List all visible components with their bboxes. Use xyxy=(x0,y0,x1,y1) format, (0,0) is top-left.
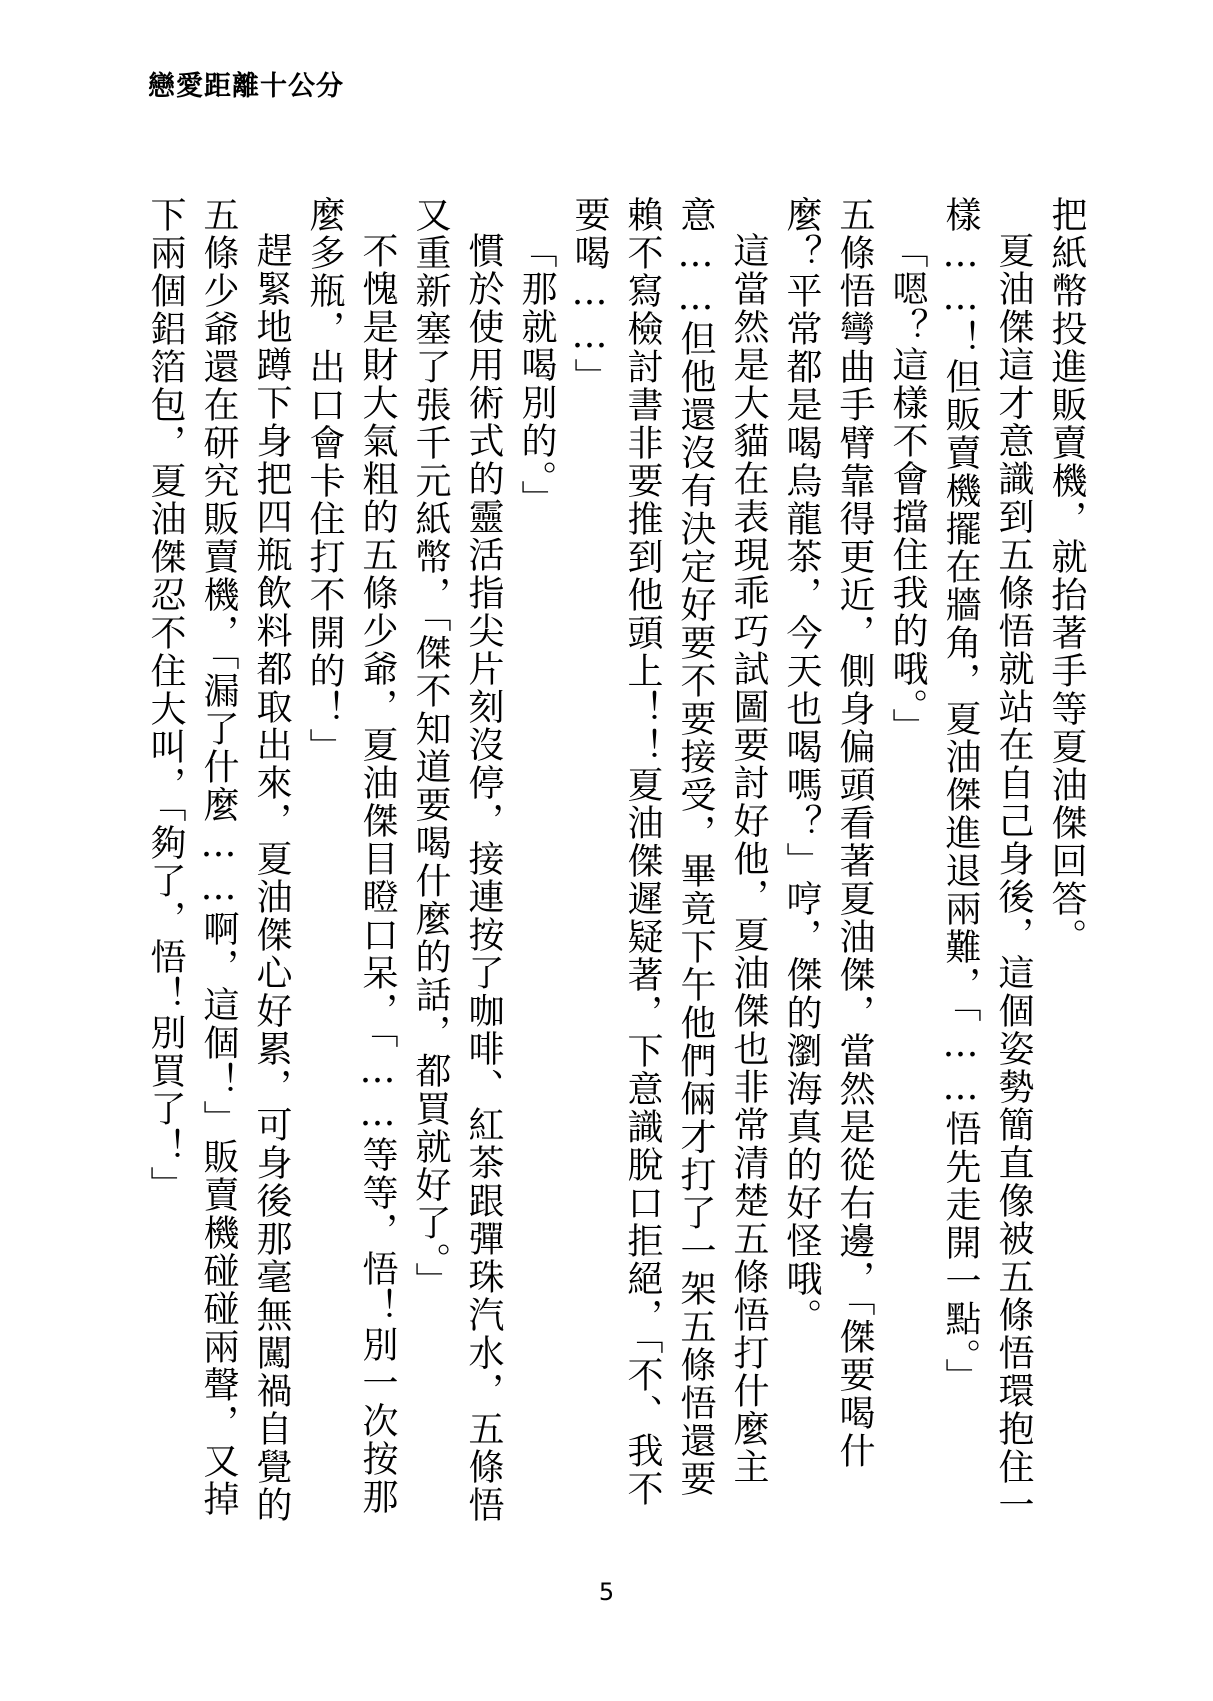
story-text-block xyxy=(139,196,1093,1526)
paragraph-3: 「嗯？這樣不會擋住我的哦。」 xyxy=(887,232,928,746)
paragraph-6: 「那就喝別的。」 xyxy=(516,232,557,518)
paragraph-9: 趕緊地蹲下身把四瓶飲料都取出來，夏油傑心好累，可身後那毫無闖禍自覺的五條少爺還在研究販賣機，「漏了什麼……啊，這個！」販賣機碰碰兩聲，又掉下兩個鋁箔包，夏油傑忍不住大叫，「夠了，悟！別買了！」 xyxy=(145,196,292,1524)
page-number: 5 xyxy=(598,1578,615,1606)
paragraph-7: 慣於使用術式的靈活指尖片刻沒停，接連按了咖啡、紅茶跟彈珠汽水，五條悟又重新塞了張千元紙幣，「傑不知道要喝什麼的話，都買就好了。」 xyxy=(410,196,504,1524)
paragraph-1: 把紙幣投進販賣機，就抬著手等夏油傑回答。 xyxy=(1046,196,1087,956)
paragraph-2: 夏油傑這才意識到五條悟就站在自己身後，這個姿勢簡直像被五條悟環抱住一樣……！但販賣機擺在牆角，夏油傑進退兩難，「……悟先走開一點。」 xyxy=(940,196,1034,1524)
paragraph-4: 五條悟彎曲手臂靠得更近，側身偏頭看著夏油傑，當然是從右邊，「傑要喝什麼？平常都是喝烏龍茶，今天也喝嗎？」哼，傑的瀏海真的好怪哦。 xyxy=(781,196,875,1470)
paragraph-5: 這當然是大貓在表現乖巧試圖要討好他，夏油傑也非常清楚五條悟打什麼主意……但他還沒有決定好要不要接受，畢竟下午他們倆才打了一架五條悟還要賴不寫檢討書非要推到他頭上！！夏油傑遲疑著，下意識脫口拒絕，「不、我不要喝……」 xyxy=(569,196,769,1508)
book-title: 戀愛距離十公分 xyxy=(148,71,344,102)
paragraph-8: 不愧是財大氣粗的五條少爺，夏油傑目瞪口呆，「……等等，悟！別一次按那麼多瓶，出口會卡住打不開的！」 xyxy=(304,196,398,1516)
